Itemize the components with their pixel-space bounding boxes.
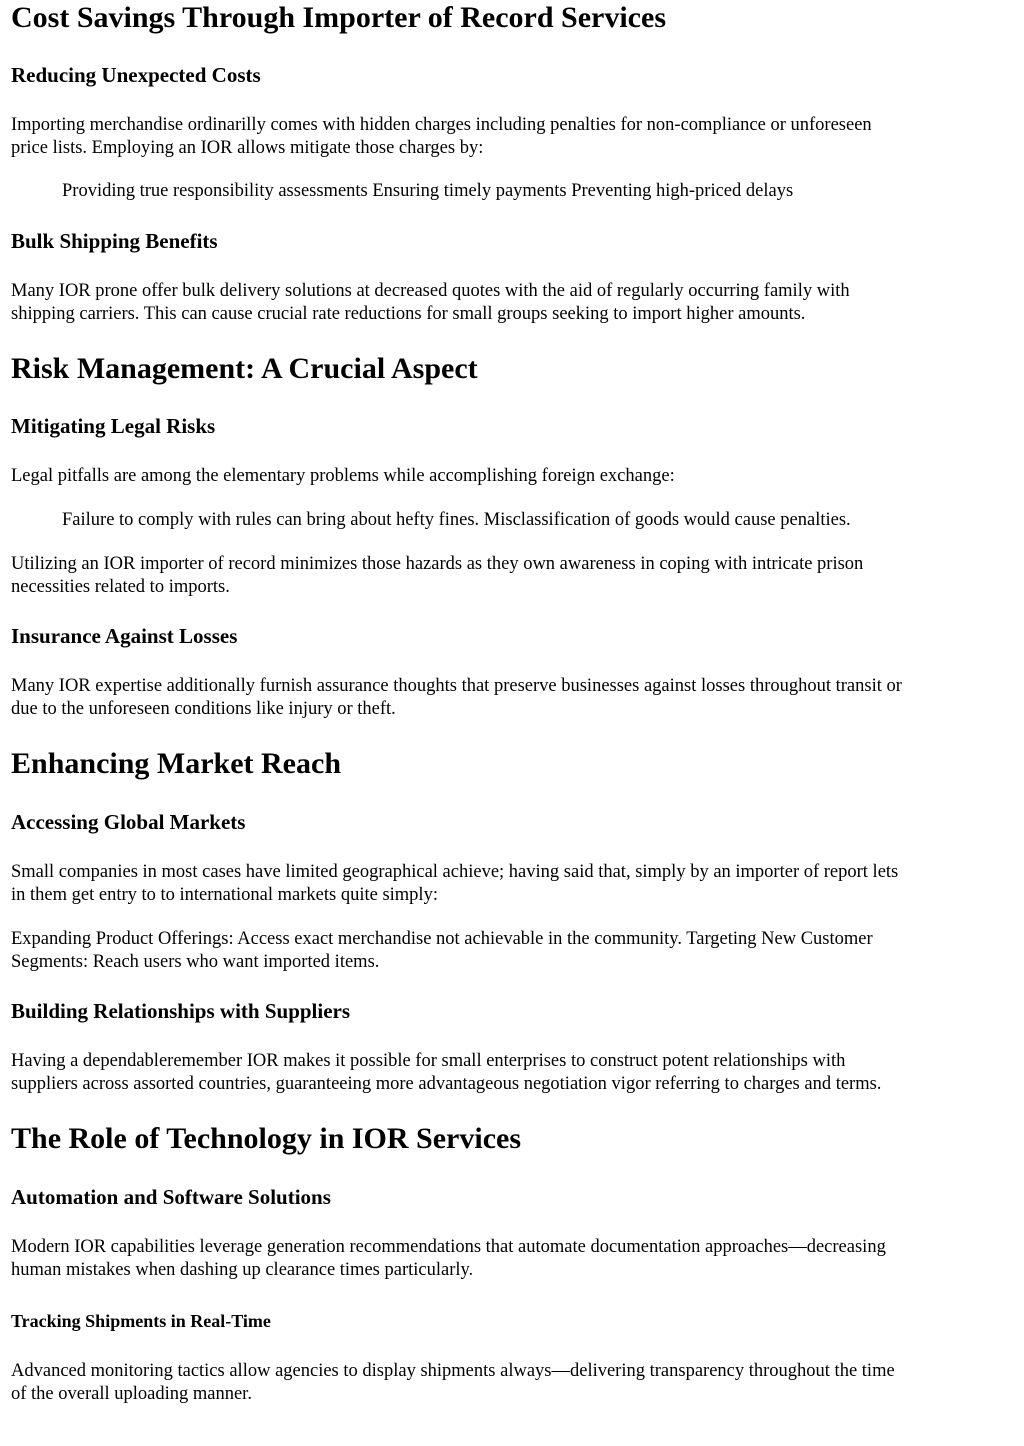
paragraph-line: Modern IOR capabilities leverage generation recommendations that automate documentation approaches—decreasing — [11, 1237, 886, 1257]
paragraph-global-markets — [11, 861, 898, 907]
paragraph-line: necessities related to imports. — [11, 577, 230, 597]
paragraph-tracking — [11, 1360, 895, 1406]
section-heading-cost-savings: Cost Savings Through Importer of Record Services — [11, 1, 666, 34]
paragraph-line: suppliers across assorted countries, guaranteeing more advantageous negotiation vigor referring to charges and terms. — [11, 1074, 882, 1094]
paragraph-reducing-costs — [11, 114, 872, 160]
paragraph-line: Many IOR prone offer bulk delivery solutions at decreased quotes with the aid of regularly occurring family with — [11, 281, 850, 301]
paragraph-line: Having a dependableremember IOR makes it possible for small enterprises to construct potent relationships with — [11, 1051, 846, 1071]
section-heading-risk-management: Risk Management: A Crucial Aspect — [11, 352, 478, 385]
blockquote-legal-risks: Failure to comply with rules can bring about hefty fines. Misclassification of goods would cause penalties. — [62, 510, 851, 530]
paragraph-line: human mistakes when dashing up clearance times particularly. — [11, 1260, 474, 1280]
paragraph-line: Expanding Product Offerings: Access exact merchandise not achievable in the community. Targeting New Customer — [11, 929, 873, 949]
paragraph-ior-minimizes — [11, 553, 863, 599]
section-heading-technology: The Role of Technology in IOR Services — [11, 1122, 522, 1155]
blockquote-cost-list: Providing true responsibility assessments Ensuring timely payments Preventing high-priced delays — [62, 181, 794, 201]
paragraph-line: due to the unforeseen conditions like injury or theft. — [11, 699, 396, 719]
paragraph-line: Importing merchandise ordinarilly comes with hidden charges including penalties for non-compliance or unforeseen — [11, 115, 872, 135]
subheading-automation: Automation and Software Solutions — [11, 1185, 331, 1209]
subheading-legal-risks: Mitigating Legal Risks — [11, 414, 216, 438]
paragraph-line: shipping carriers. This can cause crucial rate reductions for small groups seeking to import higher amounts. — [11, 304, 806, 324]
subheading-bulk-shipping: Bulk Shipping Benefits — [11, 229, 218, 253]
subheading-supplier-relationships: Building Relationships with Suppliers — [11, 999, 351, 1023]
paragraph-bulk-shipping — [11, 280, 850, 326]
subheading-reducing-costs: Reducing Unexpected Costs — [11, 63, 261, 87]
paragraph-line: Legal pitfalls are among the elementary problems while accomplishing foreign exchange: — [11, 466, 675, 486]
paragraph-line: price lists. Employing an IOR allows mitigate those charges by: — [11, 138, 484, 158]
paragraph-product-offerings — [11, 928, 873, 974]
paragraph-line: Advanced monitoring tactics allow agencies to display shipments always—delivering transparency throughout the time — [11, 1361, 895, 1381]
paragraph-insurance — [11, 675, 902, 721]
subheading-global-markets: Accessing Global Markets — [11, 810, 246, 834]
paragraph-line: Many IOR expertise additionally furnish assurance thoughts that preserve businesses against losses throughout transit or — [11, 676, 902, 696]
paragraph-line: Segments: Reach users who want imported items. — [11, 952, 380, 972]
paragraph-line: Small companies in most cases have limited geographical achieve; having said that, simply by an importer of report lets — [11, 862, 899, 882]
paragraph-line: in them get entry to to international markets quite simply: — [11, 885, 438, 905]
section-heading-market-reach: Enhancing Market Reach — [11, 747, 341, 780]
subheading-insurance: Insurance Against Losses — [11, 624, 238, 648]
paragraph-line: Utilizing an IOR importer of record minimizes those hazards as they own awareness in coping with intricate prison — [11, 554, 864, 574]
paragraph-supplier-relationships — [11, 1050, 881, 1096]
subheading-tracking: Tracking Shipments in Real-Time — [11, 1311, 271, 1331]
paragraph-legal-risks — [11, 465, 675, 488]
paragraph-automation — [11, 1236, 886, 1282]
paragraph-line: of the overall uploading manner. — [11, 1384, 252, 1404]
